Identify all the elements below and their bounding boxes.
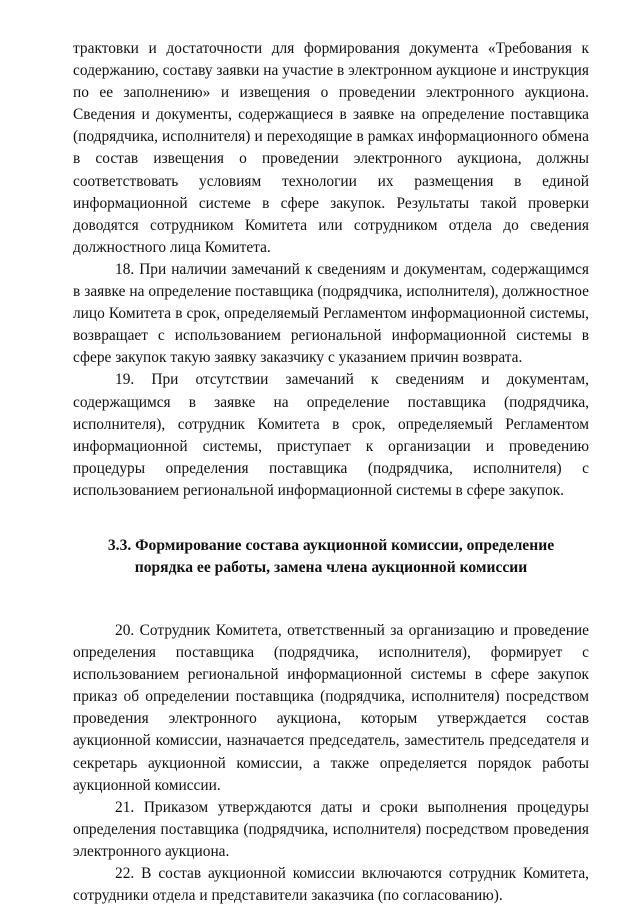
- paragraph-20: 20. Сотрудник Комитета, ответственный за организацию и проведение определения поставщика (подрядчика, исполнителя), формирует с использованием региональной информационной системы в сфере закупок приказ об определении поставщика (подрядчика, исполнителя) посредством проведения электронного аукциона, которым утверждается состав аукционной комиссии, назначается председатель, заместитель председателя и секретарь аукционной комиссии, а также определяется порядок работы аукционной комиссии.: [73, 621, 589, 794]
- paragraph-continuation: трактовки и достаточности для формирования документа «Требования к содержанию, составу заявки на участие в электронном аукционе и инструкция по ее заполнению» и извещения о проведении электронного аукциона. Сведения и документы, содержащиеся в заявке на определение поставщика (подрядчика, исполнителя) и переходящие в рамках информационного обмена в состав извещения о проведении электронного аукциона, должны соответствовать условиям технологии их размещения в единой информационной системе в сфере закупок. Результаты такой проверки доводятся сотрудником Комитета или сотрудником отдела до сведения должностного лица Комитета.: [73, 40, 589, 256]
- paragraph-18: 18. При наличии замечаний к сведениям и документам, содержащимся в заявке на определение поставщика (подрядчика, исполнителя), должностное лицо Комитета в срок, определяемый Регламентом информационной системы, возвращает с использованием региональной информационной системы в сфере закупок такую заявку заказчику с указанием причин возврата.: [73, 260, 589, 367]
- section-heading-3-3: 3.3. Формирование состава аукционной комиссии, определение порядка ее работы, замена члена аукционной комиссии: [107, 536, 555, 577]
- document-page: [73, 38, 589, 907]
- paragraph-22: 22. В состав аукционной комиссии включаются сотрудник Комитета, сотрудники отдела и представители заказчика (по согласованию).: [73, 865, 589, 905]
- paragraph-21: 21. Приказом утверждаются даты и сроки выполнения процедуры определения поставщика (подрядчика, исполнителя) посредством проведения электронного аукциона.: [73, 798, 589, 860]
- paragraph-19: 19. При отсутствии замечаний к сведениям и документам, содержащимся в заявке на определение поставщика (подрядчика, исполнителя), сотрудник Комитета в срок, определяемый Регламентом информационной системы, приступает к организации и проведению процедуры определения поставщика (подрядчика, исполнителя) с использованием региональной информационной системы в сфере закупок.: [73, 371, 589, 499]
